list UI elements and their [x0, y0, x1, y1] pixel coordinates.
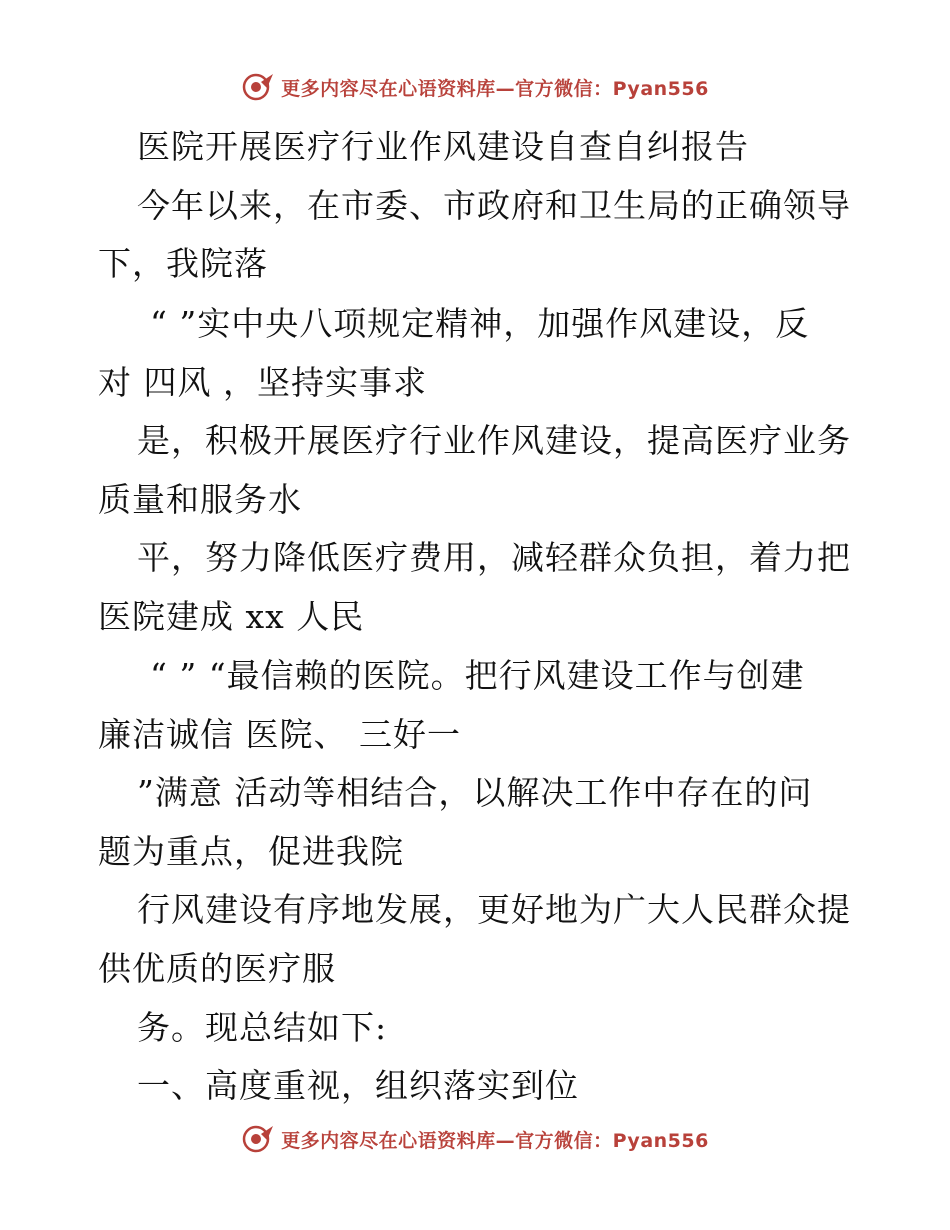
body-line: 今年以来，在市委、市政府和卫生局的正确领导 [137, 186, 851, 225]
body-line: 质量和服务水 [98, 480, 302, 519]
watermark-logo-icon [241, 1124, 275, 1154]
body-line: 平，努力降低医疗费用，减轻群众负担，着力把 [137, 538, 851, 577]
body-line: 廉洁诚信 医院、 三好一 [98, 715, 461, 754]
body-line: ”满意 活动等相结合，以解决工作中存在的问 [137, 773, 813, 812]
document-title: 医院开展医疗行业作风建设自查自纠报告 [137, 127, 749, 166]
watermark-text: 更多内容尽在心语资料库—官方微信：Pyan556 [281, 1129, 709, 1152]
watermark-footer [0, 1124, 950, 1154]
section-heading: 一、高度重视，组织落实到位 [137, 1066, 579, 1105]
body-line: 下，我院落 [98, 244, 268, 283]
body-line: 务。现总结如下: [137, 1008, 388, 1047]
body-line: 行风建设有序地发展，更好地为广大人民群众提 [137, 890, 851, 929]
body-line: 医院建成 xx 人民 [98, 597, 365, 636]
body-line: “ ”实中央八项规定精神，加强作风建设，反 [150, 304, 810, 343]
body-line: 是，积极开展医疗行业作风建设，提高医疗业务 [137, 421, 851, 460]
body-line: 题为重点，促进我院 [98, 832, 404, 871]
body-line: 供优质的医疗服 [98, 949, 336, 988]
watermark-text: 更多内容尽在心语资料库—官方微信：Pyan556 [281, 77, 709, 100]
body-line: “ ” “最信赖的医院。把行风建设工作与创建 [150, 656, 805, 695]
body-line: 对 四风 ，坚持实事求 [98, 363, 427, 402]
